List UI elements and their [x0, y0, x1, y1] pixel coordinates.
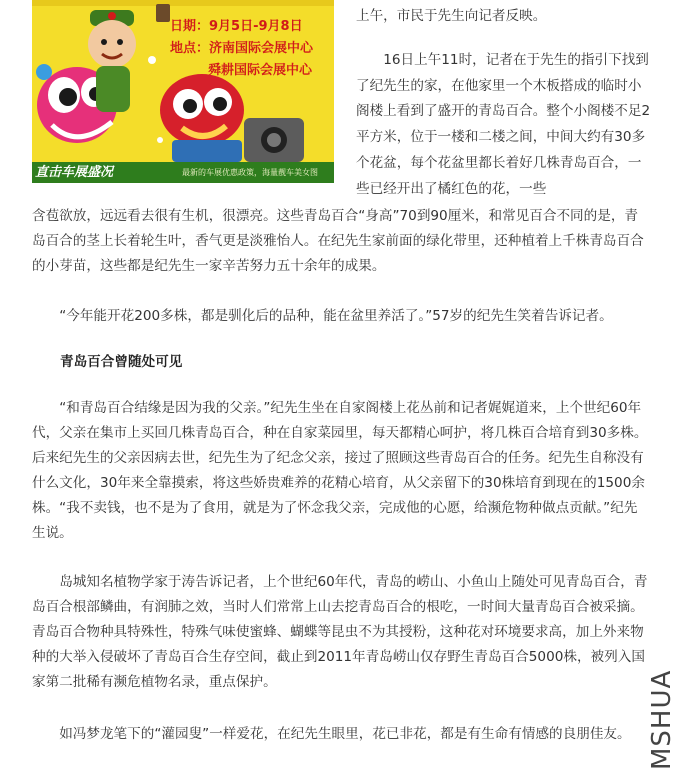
ad-subcaption: 最新的车展优惠政策，海量靓车美女图 — [182, 168, 318, 177]
ad-footer-bar — [32, 162, 334, 183]
article-side-column — [356, 4, 652, 203]
svg-text:MSHUA: MSHUA — [647, 669, 677, 770]
article-paragraph: “今年能开花200多株，都是驯化后的品种，能在盆里养活了。”57岁的纪先生笑着告诉记者。 — [59, 308, 613, 324]
article-paragraph-continued — [32, 204, 650, 279]
ad-caption: 直击车展盛况 — [35, 165, 114, 180]
article-paragraph: 岛城知名植物学家于涛告诉记者，上个世纪60年代，青岛的崂山、小鱼山上随处可见青岛百合，青岛百合根部鳞曲，有润肺之效，当时人们常常上山去挖青岛百合的根吃，一时间大量青岛百合被采摘。青岛百合物种具特殊性，特殊气味使蜜蜂、蝴蝶等昆虫不为其授粉，这种花对环境要求高，加上外来物种的大举入侵破坏了青岛百合生存空间，截止到2011年青岛崂山仅存野生青岛百合5000株，被列入国家第二批稀有濒危植物名录，重点保护。 — [32, 574, 648, 690]
article-paragraph: 含苞欲放，远远看去很有生机，很漂亮。这些青岛百合“身高”70到90厘米，和常见百合不同的是，青岛百合的茎上长着轮生叶，香气更是淡雅怡人。在纪先生家前面的绿化带里，还种植着上千株青岛百合的小芽苗，这些都是纪先生一家辛苦努力五十余年的成果。 — [32, 208, 644, 274]
ad-date-line: 日期：9月5日-9月8日 — [170, 19, 303, 34]
article-block — [32, 396, 650, 546]
article-block — [32, 304, 650, 329]
article-block — [32, 570, 650, 695]
ad-venue-line-2: 舜耕国际会展中心 — [208, 63, 313, 78]
car-show-advertisement[interactable] — [32, 0, 334, 183]
section-heading: 青岛百合曾随处可见 — [60, 354, 183, 370]
article-paragraph: 如冯梦龙笔下的“灌园叟”一样爱花，在纪先生眼里，花已非花，都是有生命有情感的良朋佳友。 — [59, 726, 631, 742]
article-paragraph: 16日上午11时，记者在于先生的指引下找到了纪先生的家，在他家里一个木板搭成的临时小阁楼上看到了盛开的青岛百合。整个小阁楼不足2平方米，位于一楼和二楼之间，中间大约有30多个花盆，每个花盆里都长着好几株青岛百合，一些已经开出了橘红色的花，一些 — [356, 51, 651, 197]
ad-event-info — [170, 16, 330, 82]
article-block — [32, 722, 650, 747]
article-paragraph: 上午，市民于先生向记者反映。 — [356, 8, 547, 24]
ad-venue-line: 地点：济南国际会展中心 — [170, 41, 314, 56]
article-paragraph: “和青岛百合结缘是因为我的父亲。”纪先生坐在自家阁楼上花丛前和记者娓娓道来，上个世纪60年代，父亲在集市上买回几株青岛百合，种在自家菜园里，每天都精心呵护，将几株百合培育到30多株。后来纪先生的父亲因病去世，纪先生为了纪念父亲，接过了照顾这些青岛百合的任务。纪先生自称没有什么文化，30年来全靠摸索，将这些娇贵难养的花精心培育，从父亲留下的30株培育到现在的1500余株。“我不卖钱，也不是为了食用，就是为了怀念我父亲，完成他的心愿，给濒危物种做点贡献。”纪先生说。 — [32, 400, 648, 541]
watermark-logo — [640, 660, 680, 770]
